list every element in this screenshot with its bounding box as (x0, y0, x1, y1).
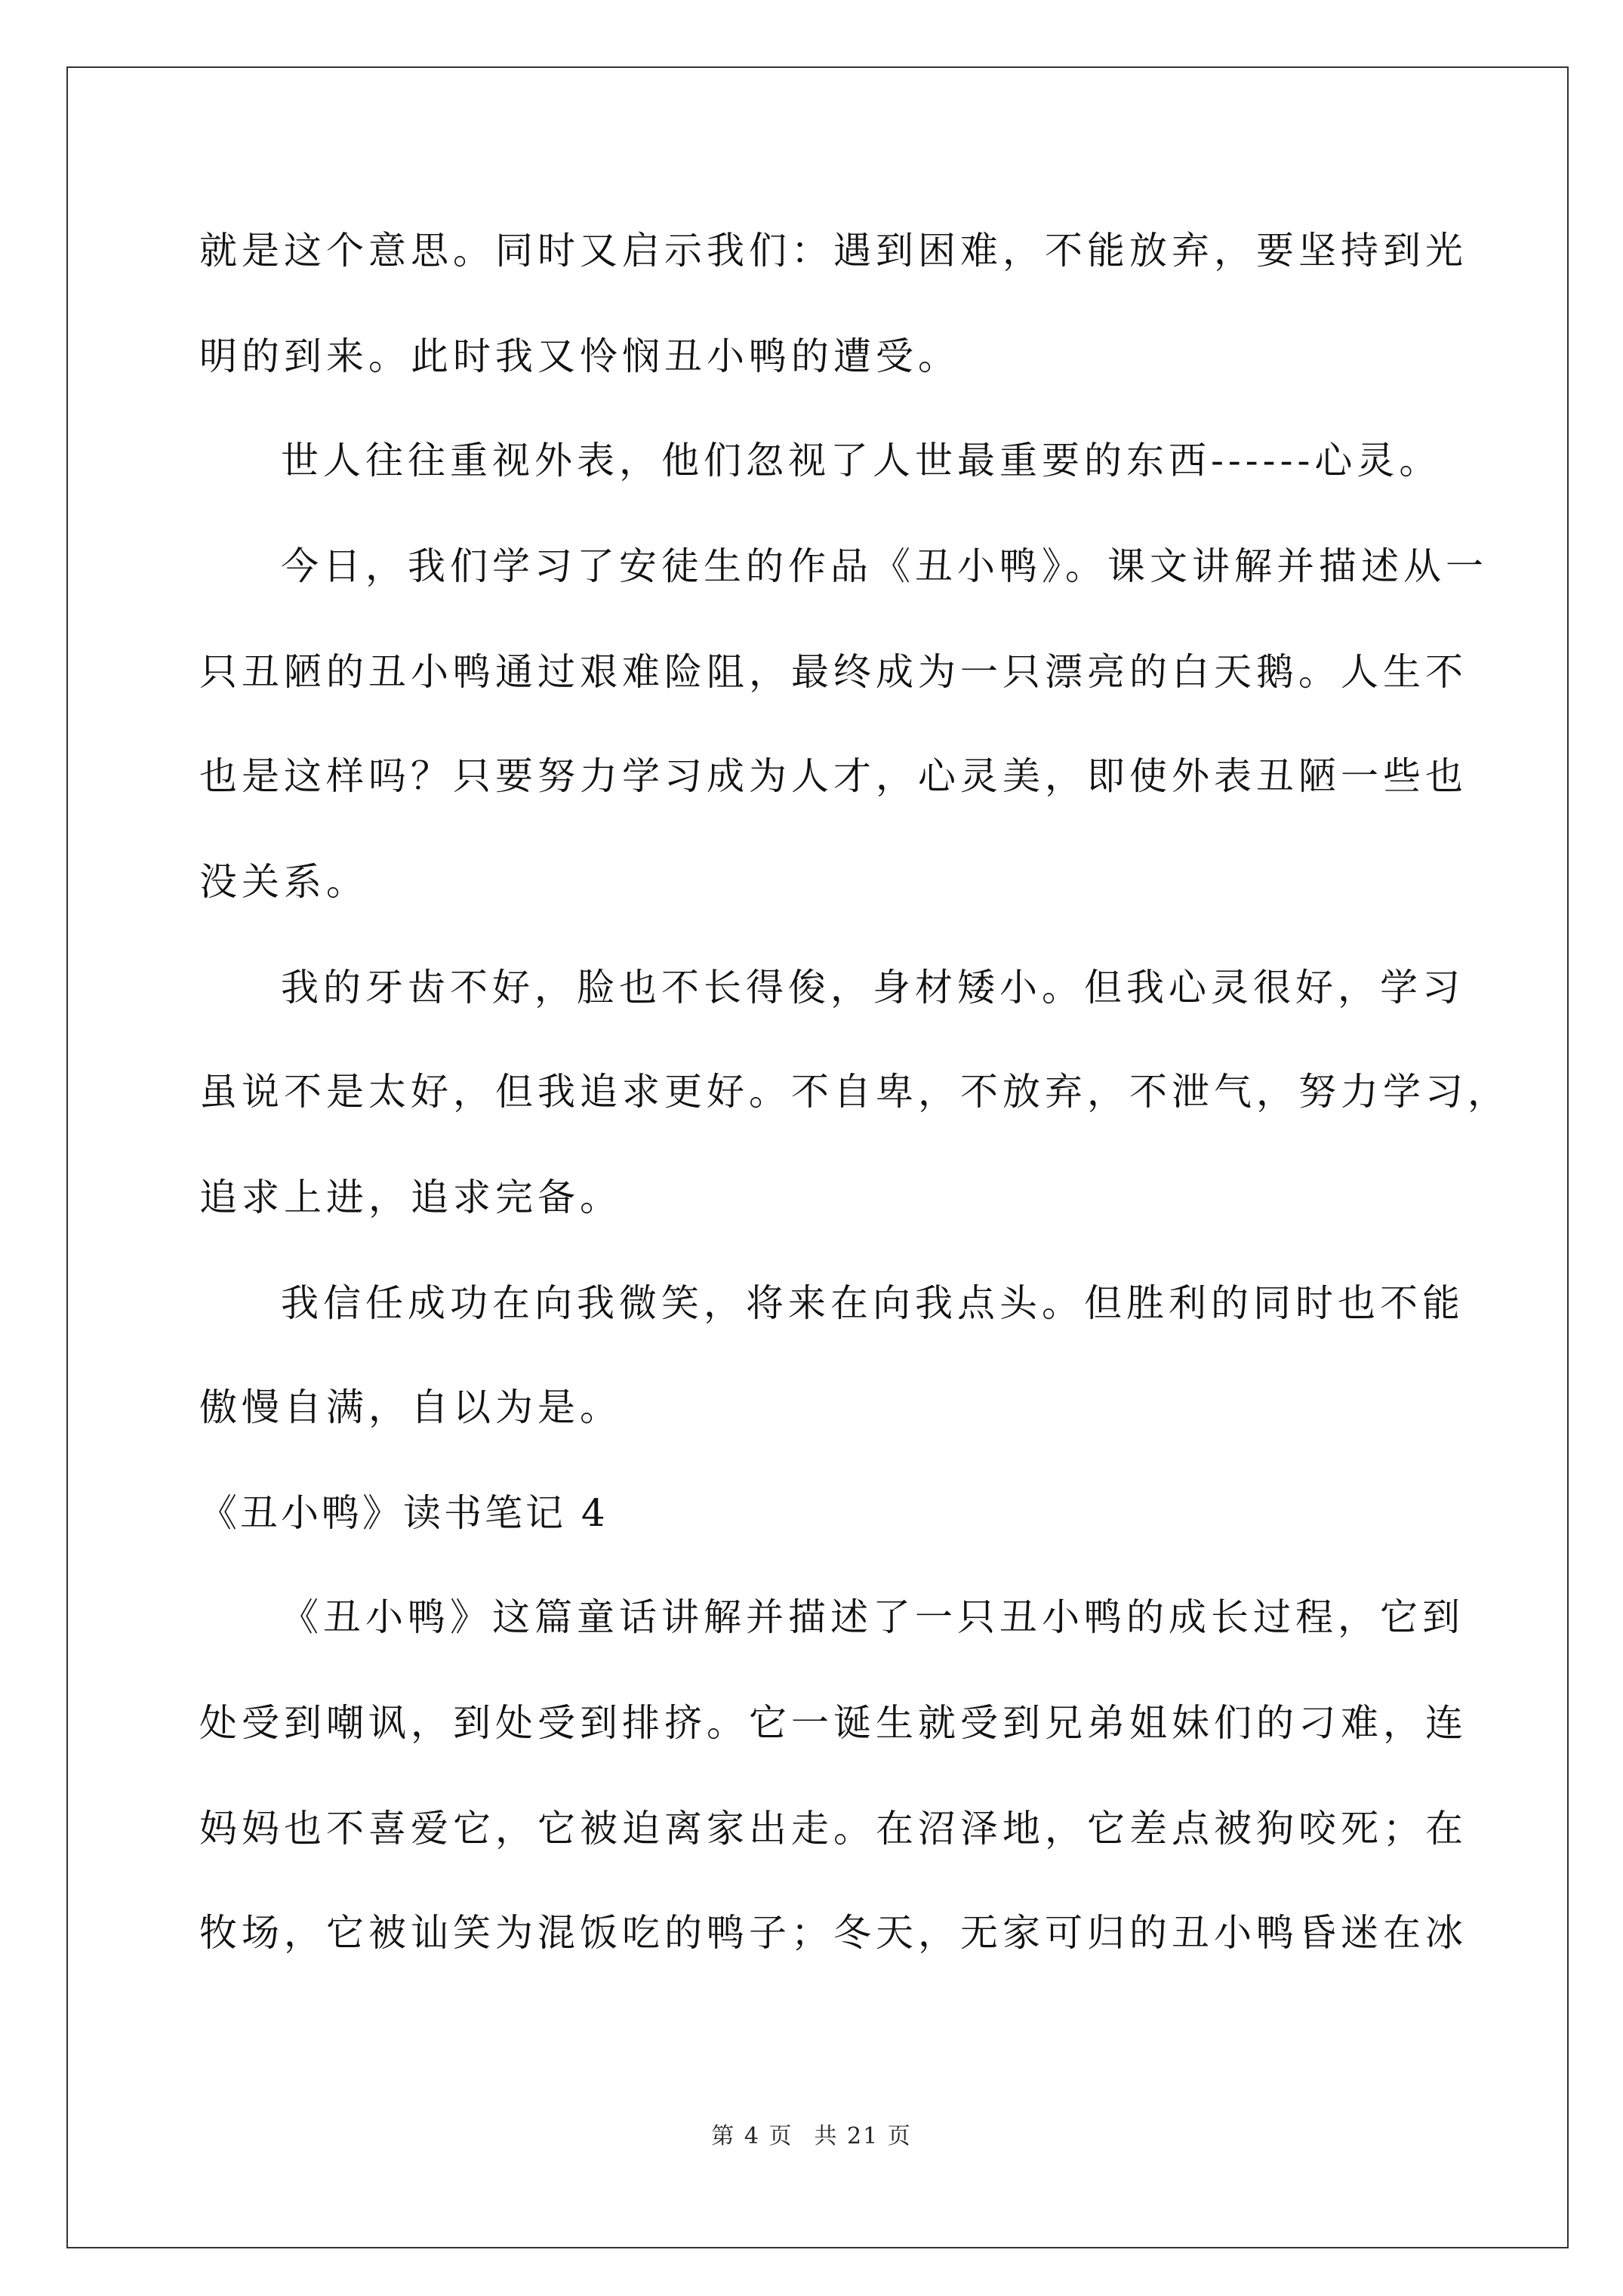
page-number: 第 4 页 (711, 2123, 793, 2150)
text-line-7: 没关系。 (199, 860, 368, 904)
text-line-6: 也是这样吗？只要努力学习成为人才，心灵美，即使外表丑陋一些也 (199, 754, 1467, 798)
text-line-5: 只丑陋的丑小鸭通过艰难险阻，最终成为一只漂亮的白天鹅。人生不 (199, 650, 1467, 694)
text-line-17: 牧场，它被讪笑为混饭吃的鸭子；冬天，无家可归的丑小鸭昏迷在冰 (199, 1911, 1467, 1955)
page-total: 共 21 页 (814, 2123, 912, 2150)
text-line-8: 我的牙齿不好，脸也不长得俊，身材矮小。但我心灵很好，学习 (281, 966, 1464, 1009)
section-heading: 《丑小鸭》读书笔记 4 (199, 1491, 608, 1535)
text-line-2: 明的到来。此时我又怜悯丑小鸭的遭受。 (199, 334, 960, 378)
text-line-12: 傲慢自满，自以为是。 (199, 1385, 622, 1429)
page-footer (0, 2122, 1623, 2152)
text-line-3: 世人往往重视外表，他们忽视了人世最重要的东西------心灵。 (281, 439, 1442, 482)
text-line-4: 今日，我们学习了安徒生的作品《丑小鸭》。课文讲解并描述从一 (281, 544, 1488, 588)
text-line-16: 妈妈也不喜爱它，它被迫离家出走。在沼泽地，它差点被狗咬死；在 (199, 1807, 1467, 1851)
text-line-9: 虽说不是太好，但我追求更好。不自卑，不放弃，不泄气，努力学习， (199, 1070, 1510, 1114)
text-line-11: 我信任成功在向我微笑，将来在向我点头。但胜利的同时也不能 (281, 1281, 1464, 1325)
text-line-10: 追求上进，追求完备。 (199, 1176, 622, 1219)
text-line-15: 处受到嘲讽，到处受到排挤。它一诞生就受到兄弟姐妹们的刁难，连 (199, 1701, 1467, 1745)
text-line-1: 就是这个意思。同时又启示我们：遇到困难，不能放弃，要坚持到光 (199, 229, 1467, 273)
text-line-14: 《丑小鸭》这篇童话讲解并描述了一只丑小鸭的成长过程，它到 (281, 1595, 1464, 1639)
